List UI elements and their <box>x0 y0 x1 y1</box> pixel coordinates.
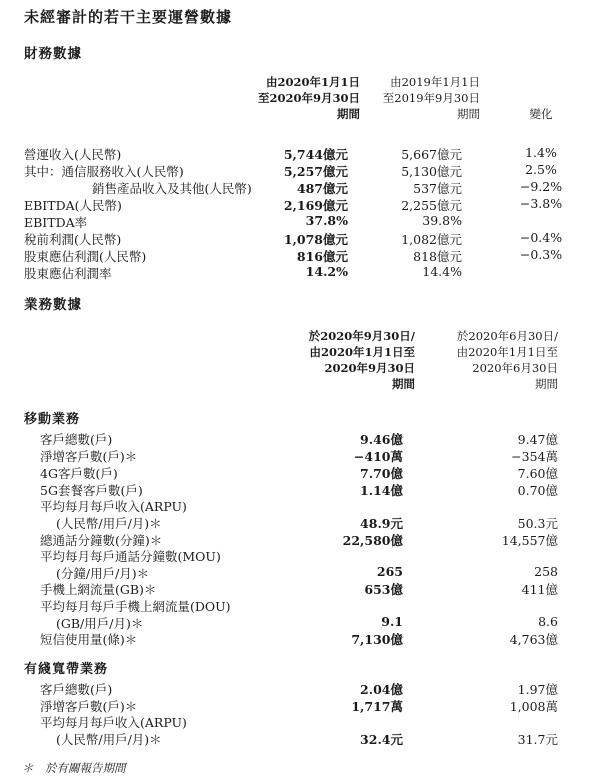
header-line: 由2020年1月1日至 <box>309 345 415 359</box>
row-prior-value: 50.3元 <box>517 516 558 531</box>
header-line: 至2019年9月30日 <box>382 91 480 105</box>
row-prior-value: 258 <box>534 564 558 579</box>
row-current-value: 487億元 <box>296 181 348 196</box>
row-current-value: 9.1 <box>381 614 403 629</box>
row-prior-value: 411億 <box>521 582 558 597</box>
header-line: 期間 <box>535 377 558 391</box>
row-prior-value: 14.4% <box>422 264 462 279</box>
row-change-value: −0.3% <box>519 247 563 262</box>
row-label: EBITDA率 <box>24 215 88 230</box>
row-label: 稅前利潤(人民幣) <box>24 232 122 247</box>
header-line: 2020年6月30日 <box>472 361 558 375</box>
row-label: 淨增客戶數(戶)＊ <box>40 699 138 714</box>
row-label: 營運收入(人民幣) <box>24 147 122 162</box>
row-prior-value: 4,763億 <box>509 632 558 647</box>
row-change-value: 2.5% <box>525 162 557 177</box>
row-label: 平均每月每戶收入(ARPU) <box>40 499 187 514</box>
row-label: 淨增客戶數(戶)＊ <box>40 449 138 464</box>
row-prior-value: −354萬 <box>511 449 558 464</box>
row-current-value: 816億元 <box>296 249 348 264</box>
row-label: 股東應佔利潤(人民幣) <box>24 249 147 264</box>
row-current-value: 48.9元 <box>360 516 403 531</box>
row-prior-value: 5,667億元 <box>401 147 462 162</box>
row-prior-value: 818億元 <box>413 249 462 264</box>
row-change-value: −3.8% <box>519 196 563 211</box>
header-line: 2020年9月30日 <box>324 361 415 375</box>
header-line: 於2020年9月30日/ <box>308 329 415 343</box>
header-line: 由2020年1月1日 <box>265 75 360 89</box>
financial-section-title: 財務數據 <box>24 46 82 62</box>
row-label: (分鐘/用戶/月)＊ <box>56 566 150 581</box>
row-prior-value: 0.70億 <box>517 483 558 498</box>
footnote: ＊ 於有關報告期間 <box>22 761 126 775</box>
row-current-value: 9.46億 <box>360 432 403 447</box>
header-line: 期間 <box>457 107 480 121</box>
row-current-value: 5,257億元 <box>283 164 348 179</box>
row-label: 平均每月每戶收入(ARPU) <box>40 715 187 730</box>
row-label: EBITDA(人民幣) <box>24 198 122 213</box>
row-label: 總通話分鐘數(分鐘)＊ <box>40 533 163 548</box>
row-current-value: 2.04億 <box>360 682 403 697</box>
row-current-value: 653億 <box>364 582 403 597</box>
financial-header-change: 變化 <box>529 107 553 121</box>
row-prior-value: 5,130億元 <box>401 164 462 179</box>
header-line: 期間 <box>337 107 360 121</box>
row-current-value: 1.14億 <box>360 483 403 498</box>
header-line: 由2019年1月1日 <box>390 75 480 89</box>
row-label: 平均每月每戶手機上網流量(DOU) <box>40 599 231 614</box>
row-prior-value: 8.6 <box>538 614 558 629</box>
row-prior-value: 14,557億 <box>501 533 558 548</box>
row-prior-value: 1,082億元 <box>401 232 462 247</box>
row-prior-value: 7.60億 <box>517 466 558 481</box>
row-prior-value: 39.8% <box>422 213 462 228</box>
row-prior-value: 1.97億 <box>517 682 558 697</box>
row-current-value: 2,169億元 <box>283 198 348 213</box>
row-current-value: −410萬 <box>353 449 403 464</box>
header-line: 於2020年6月30日/ <box>456 329 558 343</box>
row-prior-value: 537億元 <box>413 181 462 196</box>
row-label: 客戶總數(戶) <box>40 682 113 697</box>
row-current-value: 37.8% <box>305 213 348 228</box>
row-label: 手機上網流量(GB)＊ <box>40 582 157 597</box>
row-current-value: 7,130億 <box>351 632 403 647</box>
row-label: 平均每月每戶通話分鐘數(MOU) <box>40 549 221 564</box>
row-label: 5G套餐客戶數(戶) <box>40 483 143 498</box>
business-section-title: 業務數據 <box>24 297 82 313</box>
row-current-value: 14.2% <box>305 264 348 279</box>
row-label: 短信使用量(條)＊ <box>40 632 138 647</box>
row-prior-value: 1,008萬 <box>509 699 558 714</box>
financial-header-prior <box>340 74 480 122</box>
business-header-prior <box>420 328 558 392</box>
row-current-value: 1,078億元 <box>283 232 348 247</box>
header-line: 由2020年1月1日至 <box>456 345 558 359</box>
row-prior-value: 9.47億 <box>517 432 558 447</box>
row-label: 4G客戶數(戶) <box>40 466 118 481</box>
row-current-value: 1,717萬 <box>351 699 403 714</box>
row-change-value: −0.4% <box>519 230 563 245</box>
row-label: (人民幣/用戶/月)＊ <box>56 516 162 531</box>
row-current-value: 5,744億元 <box>283 147 348 162</box>
row-label: 客戶總數(戶) <box>40 432 113 447</box>
row-label: 銷售產品收入及其他(人民幣) <box>92 181 252 196</box>
page-title: 未經審計的若干主要運營數據 <box>24 8 233 26</box>
row-change-value: 1.4% <box>525 145 557 160</box>
business-header-current <box>270 328 415 392</box>
header-line: 期間 <box>392 377 415 391</box>
row-label: 股東應佔利潤率 <box>24 266 112 281</box>
row-label: (GB/用戶/月)＊ <box>56 616 144 631</box>
row-label: 其中：通信服務收入(人民幣) <box>24 164 184 179</box>
row-prior-value: 31.7元 <box>517 732 558 747</box>
mobile-business-title: 移動業務 <box>24 412 81 427</box>
financial-header-current <box>220 74 360 122</box>
row-current-value: 265 <box>376 564 403 579</box>
row-current-value: 7.70億 <box>360 466 403 481</box>
row-current-value: 22,580億 <box>342 533 403 548</box>
row-prior-value: 2,255億元 <box>401 198 462 213</box>
row-label: (人民幣/用戶/月)＊ <box>56 732 162 747</box>
broadband-business-title: 有綫寬帶業務 <box>24 662 109 677</box>
row-current-value: 32.4元 <box>360 732 403 747</box>
header-line: 至2020年9月30日 <box>257 91 360 105</box>
row-change-value: −9.2% <box>519 179 563 194</box>
